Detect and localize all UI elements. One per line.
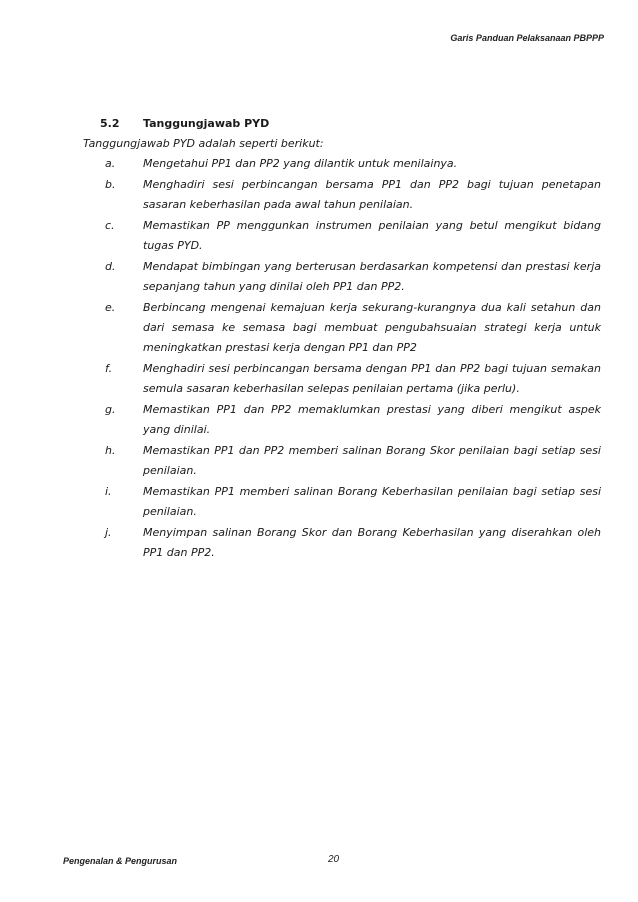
list-item-letter: b. <box>105 178 116 191</box>
page-content <box>83 114 601 564</box>
list-item-text: Mengetahui PP1 dan PP2 yang dilantik untuk menilainya. <box>143 157 458 170</box>
list-item <box>83 298 601 358</box>
list-item <box>83 175 601 215</box>
list-item-letter: j. <box>105 526 112 539</box>
list-item-text: Memastikan PP menggunkan instrumen penilaian yang betul mengikut bidang tugas PYD. <box>143 219 601 252</box>
section-heading <box>83 114 601 134</box>
responsibility-list <box>83 154 601 563</box>
list-item-letter: f. <box>105 362 113 375</box>
list-item-letter: a. <box>105 157 116 170</box>
page-number: 20 <box>328 854 340 865</box>
list-item-text: Memastikan PP1 memberi salinan Borang Keberhasilan penilaian bagi setiap sesi penilaian. <box>143 485 601 518</box>
list-item <box>83 359 601 399</box>
list-item-letter: g. <box>105 403 116 416</box>
list-item <box>83 441 601 481</box>
list-item-letter: h. <box>105 444 116 457</box>
list-item <box>83 523 601 563</box>
list-item-letter: c. <box>105 219 115 232</box>
list-item-text: Memastikan PP1 dan PP2 memberi salinan Borang Skor penilaian bagi setiap sesi penilaian. <box>143 444 601 477</box>
list-item-letter: d. <box>105 260 116 273</box>
footer-section-label: Pengenalan & Pengurusan <box>63 856 178 866</box>
list-item-text: Menghadiri sesi perbincangan bersama dengan PP1 dan PP2 bagi tujuan semakan semula sasaran keberhasilan selepas penilaian pertama (jika perlu). <box>143 362 601 395</box>
list-item <box>83 400 601 440</box>
list-item-text: Menyimpan salinan Borang Skor dan Borang Keberhasilan yang diserahkan oleh PP1 dan PP2. <box>143 526 601 559</box>
list-item-letter: i. <box>105 485 112 498</box>
list-item <box>83 216 601 256</box>
section-title: Tanggungjawab PYD <box>143 117 270 130</box>
list-item-text: Memastikan PP1 dan PP2 memaklumkan prestasi yang diberi mengikut aspek yang dinilai. <box>143 403 601 436</box>
list-item-text: Mendapat bimbingan yang berterusan berdasarkan kompetensi dan prestasi kerja sepanjang tahun yang dinilai oleh PP1 dan PP2. <box>143 260 601 293</box>
list-item-letter: e. <box>105 301 116 314</box>
running-header: Garis Panduan Pelaksanaan PBPPP <box>450 33 604 43</box>
section-number: 5.2 <box>100 117 120 130</box>
intro-paragraph: Tanggungjawab PYD adalah seperti berikut: <box>83 137 324 150</box>
list-item-text: Menghadiri sesi perbincangan bersama PP1 dan PP2 bagi tujuan penetapan sasaran keberhasilan pada awal tahun penilaian. <box>143 178 601 211</box>
list-item <box>83 482 601 522</box>
list-item-text: Berbincang mengenai kemajuan kerja sekurang-kurangnya dua kali setahun dan dari semasa ke semasa bagi membuat pengubahsuaian strategi kerja untuk meningkatkan prestasi kerja dengan PP1 dan PP2 <box>143 301 601 354</box>
list-item <box>83 257 601 297</box>
list-item <box>83 154 601 174</box>
